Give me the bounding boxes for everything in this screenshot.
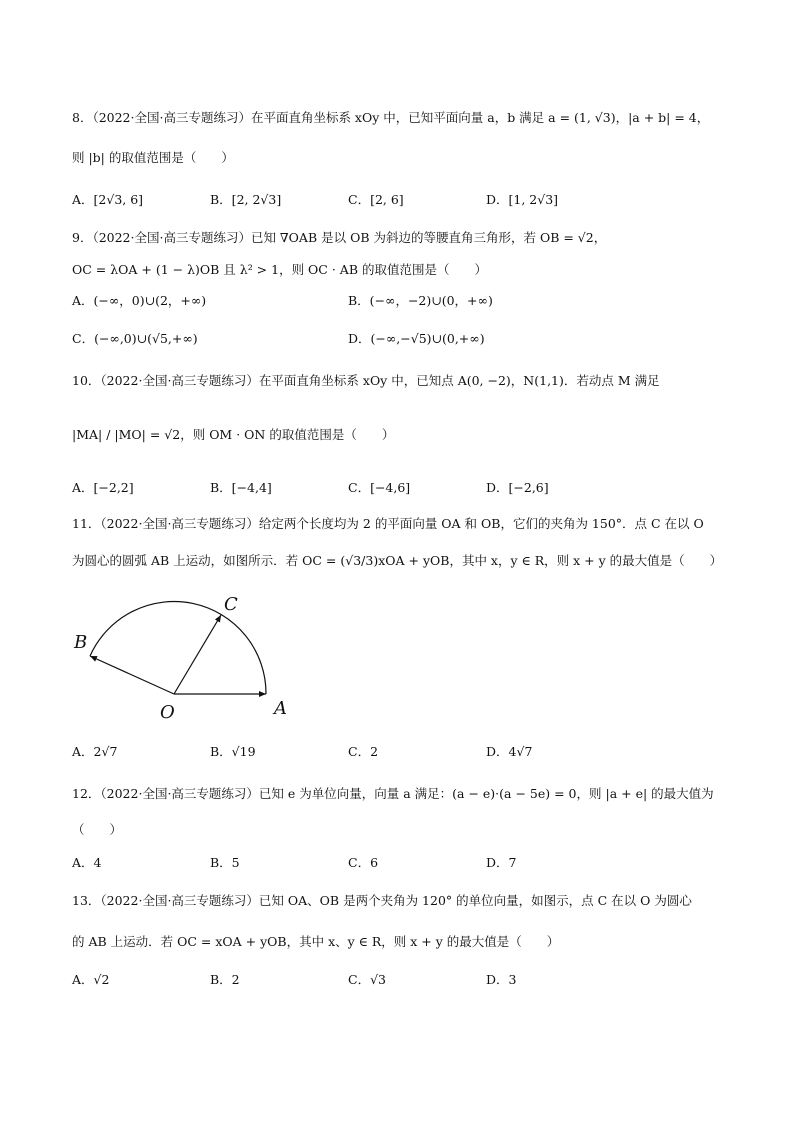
q13-option-b: B．2 <box>210 972 240 987</box>
q13-stem-line2: 的 AB 上运动．若 OC = xOA + yOB，其中 x、y ∈ R，则 x + y 的最大值是（ ） <box>72 934 560 949</box>
q10-option-b: B．[−4,4] <box>210 480 272 495</box>
q8-stem-line1: 8．（2022·全国·高三专题练习）在平面直角坐标系 xOy 中，已知平面向量 a，b 满足 a = (1, √3)，|a + b| = 4， <box>72 110 710 125</box>
arc-ab <box>90 602 266 694</box>
q8-option-c: C．[2, 6] <box>348 192 404 207</box>
q9-option-a: A．(−∞，0)∪(2，+∞) <box>72 293 207 308</box>
q8-stem-line2: 则 |b| 的取值范围是（ ） <box>72 150 234 165</box>
vector-oc <box>174 615 221 694</box>
q13-stem-line1: 13．（2022·全国·高三专题练习）已知 OA、OB 是两个夹角为 120° 的单位向量，如图示，点 C 在以 O 为圆心 <box>72 893 692 908</box>
vector-ob <box>90 656 174 694</box>
q11-option-d: D．4√7 <box>486 744 533 759</box>
q9-option-c: C．(−∞,0)∪(√5,+∞) <box>72 331 198 346</box>
q8-option-a: A．[2√3, 6] <box>72 192 144 207</box>
q12-stem-line1: 12．（2022·全国·高三专题练习）已知 e 为单位向量，向量 a 满足：(a − e)·(a − 5e) = 0，则 |a + e| 的最大值为 <box>72 786 714 801</box>
q11-stem-line1: 11．（2022·全国·高三专题练习）给定两个长度均为 2 的平面向量 OA 和 OB，它们的夹角为 150°．点 C 在以 O <box>72 516 704 531</box>
q12-option-d: D．7 <box>486 855 517 870</box>
q11-stem-line2: 为圆心的圆弧 AB 上运动，如图所示．若 OC = (√3/3)xOA + yOB，其中 x，y ∈ R，则 x + y 的最大值是（ ） <box>72 553 723 568</box>
q12-option-c: C．6 <box>348 855 379 870</box>
q9-stem-line1: 9．（2022·全国·高三专题练习）已知 ∇OAB 是以 OB 为斜边的等腰直角三角形，若 OB = √2， <box>72 230 607 245</box>
q10-option-d: D．[−2,6] <box>486 480 549 495</box>
q8-option-d: D．[1, 2√3] <box>486 192 559 207</box>
q8-option-b: B．[2, 2√3] <box>210 192 282 207</box>
label-o: O <box>160 702 175 723</box>
q9-stem-line2: OC = λOA + (1 − λ)OB 且 λ² > 1，则 OC · AB 的取值范围是（ ） <box>72 262 487 277</box>
q13-option-a: A．√2 <box>72 972 110 987</box>
q11-arc-figure <box>68 590 308 725</box>
q10-option-c: C．[−4,6] <box>348 480 411 495</box>
q12-option-a: A．4 <box>72 855 102 870</box>
q11-option-b: B．√19 <box>210 744 256 759</box>
q12-stem-line2: （ ） <box>72 822 123 837</box>
label-b: B <box>74 632 88 653</box>
q10-stem-line1: 10．（2022·全国·高三专题练习）在平面直角坐标系 xOy 中，已知点 A(0, −2)，N(1,1)．若动点 M 满足 <box>72 373 660 388</box>
q13-option-d: D．3 <box>486 972 517 987</box>
q10-stem-line2: |MA| / |MO| = √2，则 OM · ON 的取值范围是（ ） <box>72 427 395 442</box>
q10-option-a: A．[−2,2] <box>72 480 134 495</box>
q13-option-c: C．√3 <box>348 972 386 987</box>
q9-option-b: B．(−∞，−2)∪(0，+∞) <box>348 293 493 308</box>
q12-option-b: B．5 <box>210 855 240 870</box>
label-c: C <box>224 594 238 615</box>
q11-option-a: A．2√7 <box>72 744 118 759</box>
label-a: A <box>274 698 287 719</box>
q9-option-d: D．(−∞,−√5)∪(0,+∞) <box>348 331 485 346</box>
q11-option-c: C．2 <box>348 744 379 759</box>
